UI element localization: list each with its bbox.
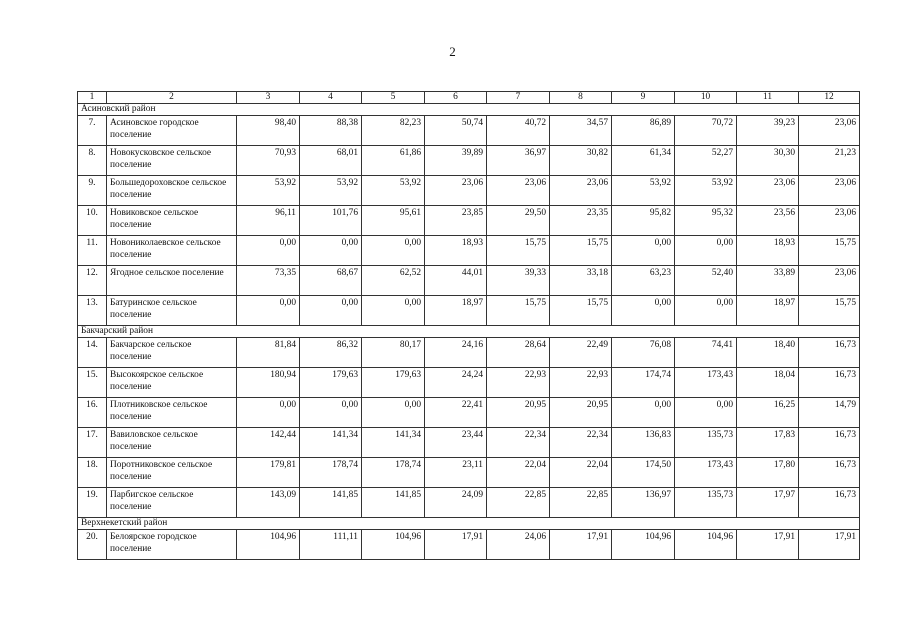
- value-cell: 23,06: [487, 176, 550, 206]
- value-cell: 15,75: [799, 296, 860, 326]
- settlement-name: Новониколаевское сельское поселение: [107, 236, 237, 266]
- table-row: [78, 338, 860, 368]
- settlement-name: Белоярское городское поселение: [107, 530, 237, 560]
- value-cell: 0,00: [300, 296, 362, 326]
- value-cell: 80,17: [362, 338, 425, 368]
- section-title: Верхнекетский район: [78, 518, 860, 530]
- section-row: [78, 104, 860, 116]
- column-header: 4: [300, 92, 362, 104]
- value-cell: 28,64: [487, 338, 550, 368]
- value-cell: 0,00: [362, 236, 425, 266]
- value-cell: 0,00: [675, 296, 737, 326]
- value-cell: 15,75: [550, 236, 612, 266]
- value-cell: 111,11: [300, 530, 362, 560]
- value-cell: 141,34: [300, 428, 362, 458]
- value-cell: 143,09: [237, 488, 300, 518]
- value-cell: 23,06: [799, 206, 860, 236]
- value-cell: 23,85: [425, 206, 487, 236]
- value-cell: 76,08: [612, 338, 675, 368]
- column-header: 2: [107, 92, 237, 104]
- value-cell: 135,73: [675, 428, 737, 458]
- value-cell: 23,06: [799, 266, 860, 296]
- section-title: Бакчарский район: [78, 326, 860, 338]
- table-body: [78, 92, 860, 560]
- value-cell: 142,44: [237, 428, 300, 458]
- value-cell: 24,16: [425, 338, 487, 368]
- value-cell: 53,92: [362, 176, 425, 206]
- value-cell: 104,96: [237, 530, 300, 560]
- value-cell: 180,94: [237, 368, 300, 398]
- section-title: Асиновский район: [78, 104, 860, 116]
- row-number: 9.: [78, 176, 107, 206]
- row-number: 18.: [78, 458, 107, 488]
- value-cell: 141,85: [300, 488, 362, 518]
- value-cell: 16,73: [799, 488, 860, 518]
- value-cell: 24,24: [425, 368, 487, 398]
- value-cell: 173,43: [675, 458, 737, 488]
- value-cell: 52,27: [675, 146, 737, 176]
- column-header: 12: [799, 92, 860, 104]
- value-cell: 53,92: [237, 176, 300, 206]
- value-cell: 39,89: [425, 146, 487, 176]
- value-cell: 22,34: [550, 428, 612, 458]
- value-cell: 17,91: [425, 530, 487, 560]
- value-cell: 101,76: [300, 206, 362, 236]
- value-cell: 96,11: [237, 206, 300, 236]
- settlement-name: Новокусковское сельское поселение: [107, 146, 237, 176]
- table-row: [78, 428, 860, 458]
- value-cell: 74,41: [675, 338, 737, 368]
- value-cell: 86,32: [300, 338, 362, 368]
- value-cell: 63,23: [612, 266, 675, 296]
- value-cell: 178,74: [300, 458, 362, 488]
- table-row: [78, 236, 860, 266]
- value-cell: 135,73: [675, 488, 737, 518]
- settlement-name: Новиковское сельское поселение: [107, 206, 237, 236]
- table-row: [78, 530, 860, 560]
- value-cell: 24,09: [425, 488, 487, 518]
- value-cell: 0,00: [612, 236, 675, 266]
- value-cell: 82,23: [362, 116, 425, 146]
- value-cell: 14,79: [799, 398, 860, 428]
- value-cell: 179,63: [362, 368, 425, 398]
- value-cell: 17,83: [737, 428, 799, 458]
- value-cell: 24,06: [487, 530, 550, 560]
- value-cell: 22,49: [550, 338, 612, 368]
- settlement-name: Высокоярское сельское поселение: [107, 368, 237, 398]
- value-cell: 18,97: [425, 296, 487, 326]
- value-cell: 73,35: [237, 266, 300, 296]
- value-cell: 18,97: [737, 296, 799, 326]
- value-cell: 16,73: [799, 368, 860, 398]
- value-cell: 23,56: [737, 206, 799, 236]
- value-cell: 0,00: [675, 398, 737, 428]
- row-number: 10.: [78, 206, 107, 236]
- value-cell: 39,33: [487, 266, 550, 296]
- value-cell: 17,91: [737, 530, 799, 560]
- column-header: 3: [237, 92, 300, 104]
- value-cell: 23,11: [425, 458, 487, 488]
- data-table: [77, 91, 860, 560]
- column-header: 9: [612, 92, 675, 104]
- value-cell: 0,00: [612, 296, 675, 326]
- value-cell: 34,57: [550, 116, 612, 146]
- page-number: 2: [449, 44, 456, 59]
- value-cell: 16,73: [799, 428, 860, 458]
- table-row: [78, 266, 860, 296]
- row-number: 17.: [78, 428, 107, 458]
- row-number: 7.: [78, 116, 107, 146]
- value-cell: 61,34: [612, 146, 675, 176]
- settlement-name: Большедороховское сельское поселение: [107, 176, 237, 206]
- value-cell: 0,00: [362, 398, 425, 428]
- value-cell: 36,97: [487, 146, 550, 176]
- value-cell: 23,06: [425, 176, 487, 206]
- value-cell: 17,80: [737, 458, 799, 488]
- value-cell: 44,01: [425, 266, 487, 296]
- value-cell: 15,75: [550, 296, 612, 326]
- value-cell: 17,91: [799, 530, 860, 560]
- section-row: [78, 326, 860, 338]
- settlement-name: Бакчарское сельское поселение: [107, 338, 237, 368]
- value-cell: 88,38: [300, 116, 362, 146]
- value-cell: 86,89: [612, 116, 675, 146]
- value-cell: 0,00: [362, 296, 425, 326]
- section-row: [78, 518, 860, 530]
- table-row: [78, 296, 860, 326]
- table-row: [78, 398, 860, 428]
- value-cell: 23,44: [425, 428, 487, 458]
- value-cell: 22,93: [550, 368, 612, 398]
- table-row: [78, 206, 860, 236]
- value-cell: 61,86: [362, 146, 425, 176]
- value-cell: 0,00: [675, 236, 737, 266]
- value-cell: 39,23: [737, 116, 799, 146]
- value-cell: 20,95: [487, 398, 550, 428]
- value-cell: 22,85: [487, 488, 550, 518]
- value-cell: 141,34: [362, 428, 425, 458]
- value-cell: 18,04: [737, 368, 799, 398]
- row-number: 16.: [78, 398, 107, 428]
- value-cell: 29,50: [487, 206, 550, 236]
- value-cell: 33,89: [737, 266, 799, 296]
- value-cell: 70,93: [237, 146, 300, 176]
- value-cell: 33,18: [550, 266, 612, 296]
- table-row: [78, 488, 860, 518]
- column-header: 11: [737, 92, 799, 104]
- value-cell: 18,40: [737, 338, 799, 368]
- value-cell: 62,52: [362, 266, 425, 296]
- row-number: 13.: [78, 296, 107, 326]
- value-cell: 22,93: [487, 368, 550, 398]
- table-row: [78, 146, 860, 176]
- value-cell: 17,91: [550, 530, 612, 560]
- value-cell: 23,06: [799, 116, 860, 146]
- value-cell: 21,23: [799, 146, 860, 176]
- value-cell: 104,96: [612, 530, 675, 560]
- value-cell: 18,93: [425, 236, 487, 266]
- column-header: 5: [362, 92, 425, 104]
- value-cell: 68,67: [300, 266, 362, 296]
- settlement-name: Ягодное сельское поселение: [107, 266, 237, 296]
- settlement-name: Вавиловское сельское поселение: [107, 428, 237, 458]
- value-cell: 22,85: [550, 488, 612, 518]
- value-cell: 95,32: [675, 206, 737, 236]
- value-cell: 104,96: [675, 530, 737, 560]
- value-cell: 104,96: [362, 530, 425, 560]
- value-cell: 22,04: [487, 458, 550, 488]
- settlement-name: Парбигское сельское поселение: [107, 488, 237, 518]
- value-cell: 22,34: [487, 428, 550, 458]
- row-number: 12.: [78, 266, 107, 296]
- value-cell: 15,75: [487, 296, 550, 326]
- table-row: [78, 116, 860, 146]
- value-cell: 179,81: [237, 458, 300, 488]
- column-header: 7: [487, 92, 550, 104]
- settlement-name: Батуринское сельское поселение: [107, 296, 237, 326]
- table-row: [78, 368, 860, 398]
- value-cell: 23,06: [799, 176, 860, 206]
- row-number: 19.: [78, 488, 107, 518]
- value-cell: 95,61: [362, 206, 425, 236]
- value-cell: 68,01: [300, 146, 362, 176]
- column-header: 6: [425, 92, 487, 104]
- value-cell: 179,63: [300, 368, 362, 398]
- table-row: [78, 458, 860, 488]
- value-cell: 98,40: [237, 116, 300, 146]
- value-cell: 136,97: [612, 488, 675, 518]
- row-number: 11.: [78, 236, 107, 266]
- value-cell: 23,06: [737, 176, 799, 206]
- value-cell: 16,25: [737, 398, 799, 428]
- value-cell: 0,00: [237, 236, 300, 266]
- row-number: 20.: [78, 530, 107, 560]
- column-header: 10: [675, 92, 737, 104]
- value-cell: 81,84: [237, 338, 300, 368]
- value-cell: 15,75: [799, 236, 860, 266]
- value-cell: 53,92: [612, 176, 675, 206]
- value-cell: 18,93: [737, 236, 799, 266]
- value-cell: 23,35: [550, 206, 612, 236]
- value-cell: 70,72: [675, 116, 737, 146]
- value-cell: 50,74: [425, 116, 487, 146]
- value-cell: 174,74: [612, 368, 675, 398]
- value-cell: 52,40: [675, 266, 737, 296]
- value-cell: 0,00: [237, 296, 300, 326]
- value-cell: 174,50: [612, 458, 675, 488]
- value-cell: 17,97: [737, 488, 799, 518]
- value-cell: 0,00: [300, 398, 362, 428]
- row-number: 14.: [78, 338, 107, 368]
- settlement-name: Асиновское городское поселение: [107, 116, 237, 146]
- value-cell: 16,73: [799, 458, 860, 488]
- value-cell: 16,73: [799, 338, 860, 368]
- value-cell: 30,30: [737, 146, 799, 176]
- value-cell: 173,43: [675, 368, 737, 398]
- value-cell: 53,92: [675, 176, 737, 206]
- value-cell: 53,92: [300, 176, 362, 206]
- value-cell: 20,95: [550, 398, 612, 428]
- value-cell: 22,04: [550, 458, 612, 488]
- value-cell: 0,00: [300, 236, 362, 266]
- row-number: 8.: [78, 146, 107, 176]
- table-row: [78, 176, 860, 206]
- row-number: 15.: [78, 368, 107, 398]
- value-cell: 0,00: [237, 398, 300, 428]
- value-cell: 0,00: [612, 398, 675, 428]
- value-cell: 40,72: [487, 116, 550, 146]
- value-cell: 30,82: [550, 146, 612, 176]
- value-cell: 15,75: [487, 236, 550, 266]
- value-cell: 23,06: [550, 176, 612, 206]
- value-cell: 22,41: [425, 398, 487, 428]
- settlement-name: Плотниковское сельское поселение: [107, 398, 237, 428]
- column-header: 1: [78, 92, 107, 104]
- value-cell: 178,74: [362, 458, 425, 488]
- column-header: 8: [550, 92, 612, 104]
- header-row: [78, 92, 860, 104]
- value-cell: 136,83: [612, 428, 675, 458]
- value-cell: 95,82: [612, 206, 675, 236]
- value-cell: 141,85: [362, 488, 425, 518]
- settlement-name: Поротниковское сельское поселение: [107, 458, 237, 488]
